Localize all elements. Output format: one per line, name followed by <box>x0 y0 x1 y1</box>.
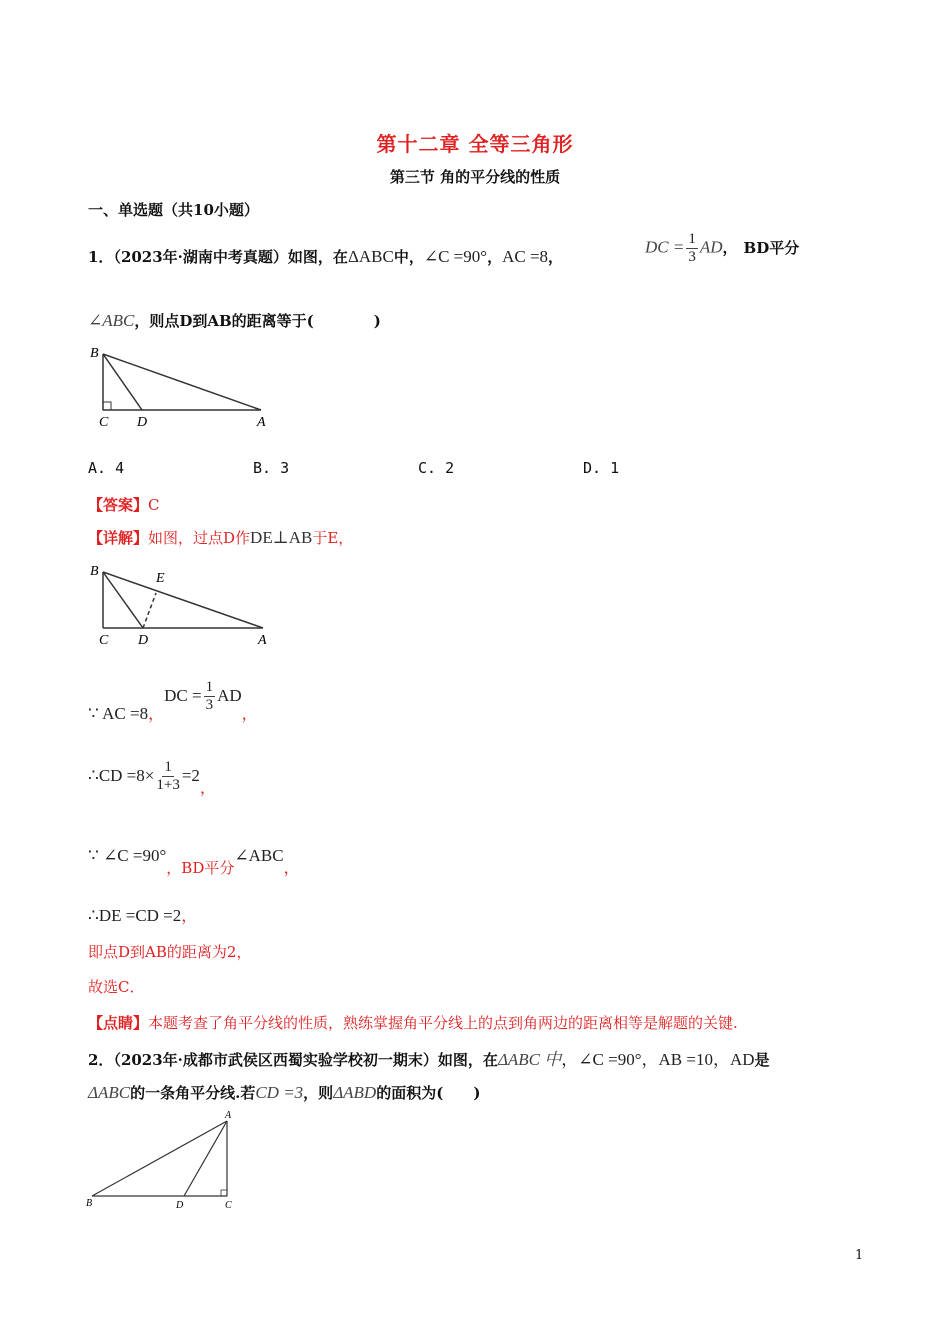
step-4 <box>88 903 197 926</box>
q2-source: （2023年·成都市武侯区西蜀实验学校初一期末） <box>113 1051 438 1069</box>
q2-ab: ，AB =10 <box>641 1050 713 1069</box>
label-c: C <box>99 415 109 430</box>
q1-text: ， <box>548 248 564 266</box>
step4-end: ， <box>181 906 198 925</box>
label-b: B <box>90 346 99 361</box>
q1-source: （2023年·湖南中考真题） <box>113 248 288 266</box>
q1-number: 1． <box>88 248 114 266</box>
q1-text: ， <box>487 248 503 266</box>
q1-triangle: ΔABC <box>347 247 394 266</box>
step1-ad: AD <box>217 686 242 705</box>
step1-dc: DC = <box>164 686 202 705</box>
step-3 <box>88 843 300 877</box>
q1-question-text: ，则点D到AB的距离等于( ) <box>134 312 381 330</box>
q1-ad: AD <box>699 237 723 257</box>
choose-statement: 故选C． <box>88 978 145 996</box>
answer-value: C <box>148 496 160 514</box>
label-d: D <box>137 415 148 430</box>
step2-result: =2 <box>181 766 200 785</box>
step2-num: 1 <box>164 759 172 775</box>
q2-line1 <box>88 1045 770 1070</box>
q2-figure <box>84 1108 244 1212</box>
q1-angle-abc: ∠ABC <box>88 311 135 330</box>
q2-ad: ，AD <box>712 1050 755 1069</box>
label-a: A <box>258 633 267 648</box>
step2-end: ， <box>199 778 216 797</box>
q1-dc-formula <box>645 232 799 265</box>
q1-frac-den: 3 <box>688 249 696 265</box>
q2-line2 <box>88 1082 480 1103</box>
q1-bd-bisects: BD平分 <box>743 238 800 257</box>
label-e: E <box>156 571 165 586</box>
q2-text: 如图，在 <box>437 1051 498 1069</box>
q2-number: 2． <box>88 1051 114 1069</box>
page-title: 第十二章 全等三角形 <box>376 132 574 156</box>
step1-den: 3 <box>205 697 214 713</box>
q2-angle-c: ，∠C =90° <box>561 1050 642 1069</box>
page-number: 1 <box>855 1248 864 1263</box>
q2-triangle-abc: ΔABC <box>88 1083 131 1102</box>
step-2 <box>88 759 216 797</box>
label-a: A <box>257 415 266 430</box>
q1-answer <box>88 494 160 515</box>
answer-tag: 【答案】 <box>88 496 149 514</box>
label-d: D <box>138 633 149 648</box>
q1-line1 <box>88 246 563 267</box>
label-d: D <box>176 1200 184 1211</box>
page-subtitle: 第三节 角的平分线的性质 <box>389 168 561 186</box>
comment-tag: 【点睛】 <box>88 1014 149 1032</box>
q2-text: 是 <box>754 1051 770 1069</box>
label-a: A <box>225 1110 232 1121</box>
step2-den: 1+3 <box>156 777 180 793</box>
option-b[interactable]: B. 3 <box>253 459 290 477</box>
step3-abc: ∠ABC <box>234 846 284 865</box>
label-b: B <box>90 564 99 579</box>
q1-frac-num: 1 <box>688 231 696 247</box>
step3-end: ， <box>283 858 300 877</box>
step2-cd: ∴CD =8× <box>88 766 155 785</box>
q1-dc-left: DC = <box>645 237 685 257</box>
q2-text: ，则 <box>303 1084 334 1102</box>
comment <box>88 1012 738 1033</box>
label-b: B <box>86 1198 93 1209</box>
detail-de-perp-ab: DE⊥AB <box>250 528 313 547</box>
q1-text: ， <box>722 238 738 257</box>
comment-text: 本题考查了角平分线的性质，熟练掌握角平分线上的点到角两边的距离相等是解题的关键. <box>148 1014 738 1032</box>
q2-triangle-abd: ΔABD <box>333 1083 377 1102</box>
step1-ac: ∵ AC =8 <box>88 704 149 723</box>
q1-ac: AC =8 <box>502 247 549 266</box>
option-d[interactable]: D. 1 <box>583 459 620 477</box>
step4-de-cd: ∴DE =CD =2 <box>88 906 182 925</box>
detail-text: 如图，过点D作 <box>148 529 251 547</box>
option-a[interactable]: A. 4 <box>88 459 125 477</box>
q1-angle-c: ∠C =90° <box>423 247 488 266</box>
step3-text: ，BD平分 <box>166 859 235 877</box>
step1-comma: ， <box>148 704 165 723</box>
q1-detail-intro <box>88 527 353 548</box>
label-c: C <box>99 633 109 648</box>
step-1 <box>88 679 258 723</box>
section-heading: 一、单选题（共10小题） <box>88 201 259 219</box>
step1-end: ， <box>241 704 258 723</box>
step1-num: 1 <box>205 679 214 695</box>
option-c[interactable]: C. 2 <box>418 459 455 477</box>
q1-figure <box>86 342 276 432</box>
q1-detail-figure <box>86 558 276 648</box>
step3-angle: ∵ ∠C =90° <box>88 846 167 865</box>
q1-text: 中， <box>393 248 424 266</box>
q1-text: 如图，在 <box>287 248 348 266</box>
q2-text: 的一条角平分线.若 <box>130 1084 256 1102</box>
q2-question-text: 的面积为( ) <box>376 1084 481 1102</box>
distance-statement: 即点D到AB的距离为2， <box>88 943 252 961</box>
label-c: C <box>225 1200 232 1211</box>
detail-tag: 【详解】 <box>88 529 149 547</box>
q1-line2 <box>88 310 381 331</box>
q2-cd: CD =3 <box>255 1083 304 1102</box>
detail-text: 于E， <box>312 529 354 547</box>
q2-triangle: ΔABC 中 <box>497 1050 562 1069</box>
